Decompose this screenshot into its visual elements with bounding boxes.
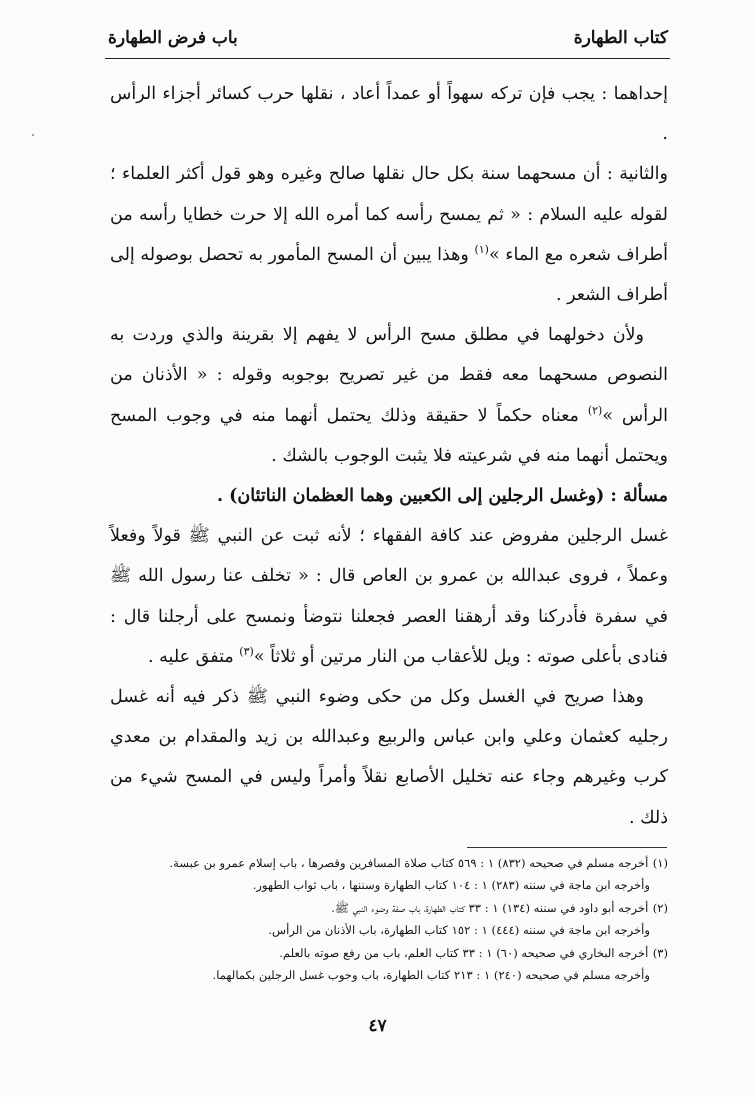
footnote-text: أخرجه البخاري في صحيحه (٦٠) ١ : ٣٣ كتاب العلم، باب من رفع صوته بالعلم.: [279, 945, 649, 960]
issue-heading: [110, 476, 668, 516]
paragraph-text: إحداهما : يجب فإن تركه سهواً أو عمداً أعاد ، نقلها حرب كسائر أجزاء الرأس .: [110, 84, 668, 145]
footnote-ref-1[interactable]: (١): [474, 242, 489, 256]
footnote-number: (١): [652, 856, 668, 870]
footnote-line: [90, 852, 668, 874]
footnote-number: (٢): [652, 900, 668, 915]
footnote-text: أخرجه مسلم في صحيحه (٨٣٢) ١ : ٥٦٩ كتاب صلاة المسافرين وقصرها ، باب إسلام عمرو بن عبسة.: [169, 856, 649, 870]
book-title: كتاب الطهارة: [573, 28, 668, 48]
paragraph-text: غسل الرجلين مفروض عند كافة الفقهاء ؛ لأنه ثبت عن النبي ﷺ قولاً وفعلاً وعملاً ، فروى عبدالله بن عمرو بن العاص قال : « تخلف عنا رسول الله ﷺ في سفرة فأدركنا وقد أرهقنا العصر فجعلنا نتوضأ ونمسح على أرجلنا قال : فنادى بأعلى صوته : ويل للأعقاب من النار مرتين أو ثلاثاً »: [110, 526, 668, 667]
paragraph-washing-feet: [110, 516, 668, 677]
paragraph-text: ولأن دخولهما في مطلق مسح الرأس لا يفهم إلا بقرينة والذي وردت به النصوص مسحهما معه فقط من غير تصريح بوجوبه وقوله : « الأذنان من الرأس »: [110, 325, 668, 426]
footnotes: [90, 852, 668, 986]
footnote-line: [90, 874, 668, 896]
paragraph-first-ruling: [110, 74, 668, 154]
paragraph-text-cont: وهذا يبين أن المسح المأمور به تحصل بوصوله إلى أطراف الشعر .: [110, 244, 668, 306]
chapter-title: باب فرض الطهارة: [108, 28, 238, 48]
footnote-text: أخرجه أبو داود في سننه (١٣٤) ١ : ٣٣ كتاب الطهارة، باب صفة وضوء النبي ﷺ.: [331, 900, 649, 915]
footnote-line: [90, 942, 668, 964]
footnote-text: وأخرجه ابن ماجة في سننه (٤٤٤) ١ : ١٥٢ كتاب الطهارة، باب الأذنان من الرأس.: [268, 923, 650, 938]
footnote-divider: [467, 847, 667, 848]
paragraph-text-cont: معناه حكماً لا حقيقة وذلك يحتمل أنهما منه في وجوب المسح ويحتمل أنهما منه في شرعيته فلا يثبت الوجوب بالشك .: [110, 405, 668, 466]
footnote-line: [90, 964, 668, 986]
paragraph-text-cont: متفق عليه .: [148, 646, 240, 667]
main-text: [110, 74, 668, 838]
paragraph-text: والثانية : أن مسحهما سنة بكل حال نقلها صالح وغيره وهو قول أكثر العلماء ؛ لقوله عليه السلام : « ثم يمسح رأسه كما أمره الله إلا حرت خطايا رأسه من أطراف شعره مع الماء »: [110, 164, 668, 265]
running-header: [108, 28, 668, 58]
issue-text: مسألة : (وغسل الرجلين إلى الكعبين وهما العظمان الناتئان) .: [216, 486, 668, 507]
page-number: ٤٧: [368, 1016, 387, 1036]
footnote-line: [90, 897, 668, 919]
paragraph-second-ruling: [110, 154, 668, 315]
footnote-text: وأخرجه مسلم في صحيحه (٢٤٠) ١ : ٢١٣ كتاب الطهارة، باب وجوب غسل الرجلين بكمالهما.: [212, 968, 650, 983]
footnote-ref-2[interactable]: (٢): [587, 403, 603, 417]
paragraph-text: وهذا صريح في الغسل وكل من حكى وضوء النبي ﷺ ذكر فيه أنه غسل رجليه كعثمان وعلي وابن عباس والربيع وعبدالله بن زيد والمقدام بن معدي كرب وغيرهم وجاء عنه تخليل الأصابع نقلاً وأمراً وليس في المسح شيء من ذلك .: [110, 687, 668, 828]
footnote-text: وأخرجه ابن ماجة في سننه (٢٨٣) ١ : ١٠٤ كتاب الطهارة وسننها ، باب ثواب الطهور.: [252, 878, 650, 893]
header-divider: [105, 58, 670, 59]
footnote-ref-3[interactable]: (٣): [239, 645, 254, 659]
paragraph-ears: [110, 315, 668, 476]
footnote-line: [90, 919, 668, 941]
margin-speck: [32, 134, 34, 136]
paragraph-conclusion: [110, 677, 668, 838]
footnote-number: (٣): [652, 945, 668, 960]
